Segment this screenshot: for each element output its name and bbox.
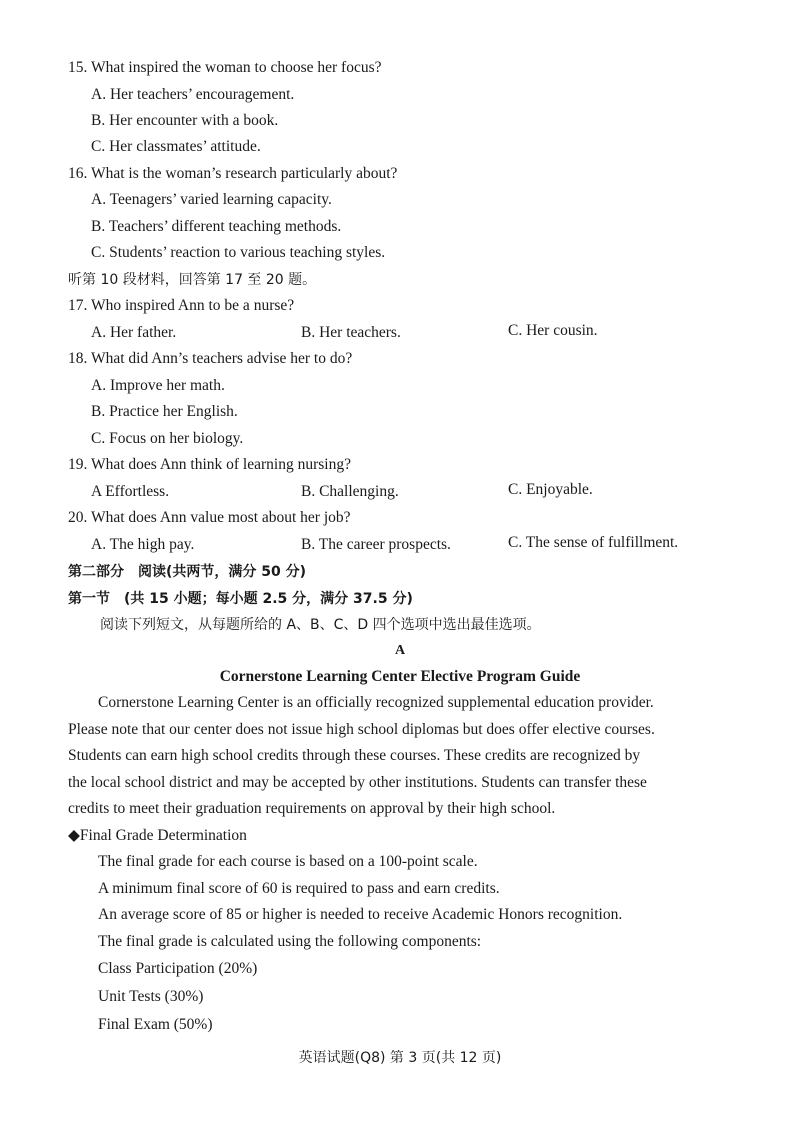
question-18-option-a: A. Improve her math.: [91, 377, 225, 394]
page-footer: 英语试题(Q8) 第 3 页(共 12 页): [298, 1050, 502, 1066]
question-15-option-a: A. Her teachers’ encouragement.: [91, 86, 295, 103]
question-20-option-a: A. The high pay.: [91, 536, 195, 553]
question-16-option-c: C. Students’ reaction to various teaching styles.: [91, 244, 386, 261]
question-17-stem: 17. Who inspired Ann to be a nurse?: [68, 297, 295, 314]
passage-line-5: credits to meet their graduation requirements on approval by their high school.: [68, 800, 556, 817]
question-15-option-c: C. Her classmates’ attitude.: [91, 138, 261, 155]
question-19-option-c: C. Enjoyable.: [508, 481, 593, 498]
grade-component-unit-tests: Unit Tests (30%): [98, 988, 204, 1005]
reading-part-title: 第二部分 阅读(共两节，满分 50 分): [68, 564, 307, 580]
question-19-stem: 19. What does Ann think of learning nursing?: [68, 456, 351, 473]
question-20-option-c: C. The sense of fulfillment.: [508, 534, 679, 551]
grade-component-final-exam: Final Exam (50%): [98, 1016, 213, 1033]
grade-component-class-participation: Class Participation (20%): [98, 960, 258, 977]
grade-line-4: The final grade is calculated using the following components:: [98, 933, 482, 950]
passage-line-1: Cornerstone Learning Center is an officially recognized supplemental education provider.: [98, 694, 654, 711]
reading-instruction: 阅读下列短文，从每题所给的 A、B、C、D 四个选项中选出最佳选项。: [100, 617, 541, 633]
question-18-stem: 18. What did Ann’s teachers advise her to do?: [68, 350, 353, 367]
question-17-option-c: C. Her cousin.: [508, 322, 598, 339]
question-19-option-a: A Effortless.: [91, 483, 170, 500]
grade-line-1: The final grade for each course is based on a 100-point scale.: [98, 853, 478, 870]
passage-line-2: Please note that our center does not issue high school diplomas but does offer elective courses.: [68, 721, 655, 738]
question-20-option-b: B. The career prospects.: [301, 536, 451, 553]
question-19-option-b: B. Challenging.: [301, 483, 399, 500]
question-17-option-b: B. Her teachers.: [301, 324, 401, 341]
listening-instruction-10: 听第 10 段材料，回答第 17 至 20 题。: [68, 272, 317, 288]
question-17-option-a: A. Her father.: [91, 324, 177, 341]
question-20-stem: 20. What does Ann value most about her job?: [68, 509, 351, 526]
passage-letter: A: [394, 643, 406, 658]
question-16-stem: 16. What is the woman’s research particularly about?: [68, 165, 398, 182]
question-15-option-b: B. Her encounter with a book.: [91, 112, 279, 129]
grade-line-3: An average score of 85 or higher is needed to receive Academic Honors recognition.: [98, 906, 623, 923]
question-18-option-c: C. Focus on her biology.: [91, 430, 244, 447]
grade-line-2: A minimum final score of 60 is required to pass and earn credits.: [98, 880, 500, 897]
passage-line-4: the local school district and may be accepted by other institutions. Students can transfer these: [68, 774, 647, 791]
question-15-stem: 15. What inspired the woman to choose her focus?: [68, 59, 382, 76]
passage-line-3: Students can earn high school credits through these courses. These credits are recognized by: [68, 747, 641, 764]
question-16-option-b: B. Teachers’ different teaching methods.: [91, 218, 342, 235]
section-heading-final-grade: ◆Final Grade Determination: [68, 827, 247, 844]
passage-title: Cornerstone Learning Center Elective Program Guide: [219, 668, 581, 685]
reading-section-title: 第一节 (共 15 小题；每小题 2.5 分，满分 37.5 分): [68, 591, 413, 607]
question-18-option-b: B. Practice her English.: [91, 403, 238, 420]
question-16-option-a: A. Teenagers’ varied learning capacity.: [91, 191, 332, 208]
